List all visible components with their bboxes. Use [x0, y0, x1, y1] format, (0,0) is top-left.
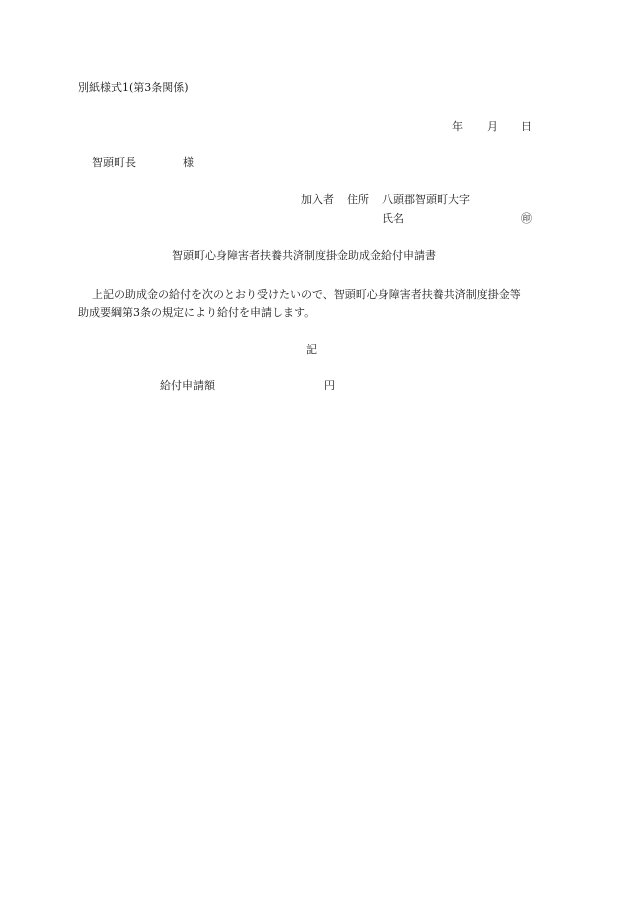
body-text-line-2: 助成要綱第3条の規定により給付を申請します。	[78, 306, 316, 319]
amount-label: 給付申請額	[160, 379, 215, 392]
form-number: 別紙様式1(第3条関係)	[78, 81, 189, 94]
seal-mark: ㊞	[521, 212, 532, 225]
date-day-label: 日	[521, 120, 532, 133]
amount-unit: 円	[324, 379, 335, 392]
address-value: 八頭郡智頭町大字	[382, 193, 470, 206]
address-label: 住所	[347, 193, 369, 206]
date-month-label: 月	[487, 120, 498, 133]
addressee-name: 智頭町長	[92, 156, 136, 169]
date-year-label: 年	[452, 120, 463, 133]
ki-heading: 記	[306, 343, 317, 356]
applicant-label: 加入者	[301, 193, 334, 206]
body-text-line-1: 上記の助成金の給付を次のとおり受けたいので、智頭町心身障害者扶養共済制度掛金等	[92, 288, 521, 301]
document-title: 智頭町心身障害者扶養共済制度掛金助成金給付申請書	[172, 249, 436, 262]
name-label: 氏名	[382, 212, 404, 225]
addressee-honorific: 様	[183, 156, 194, 169]
